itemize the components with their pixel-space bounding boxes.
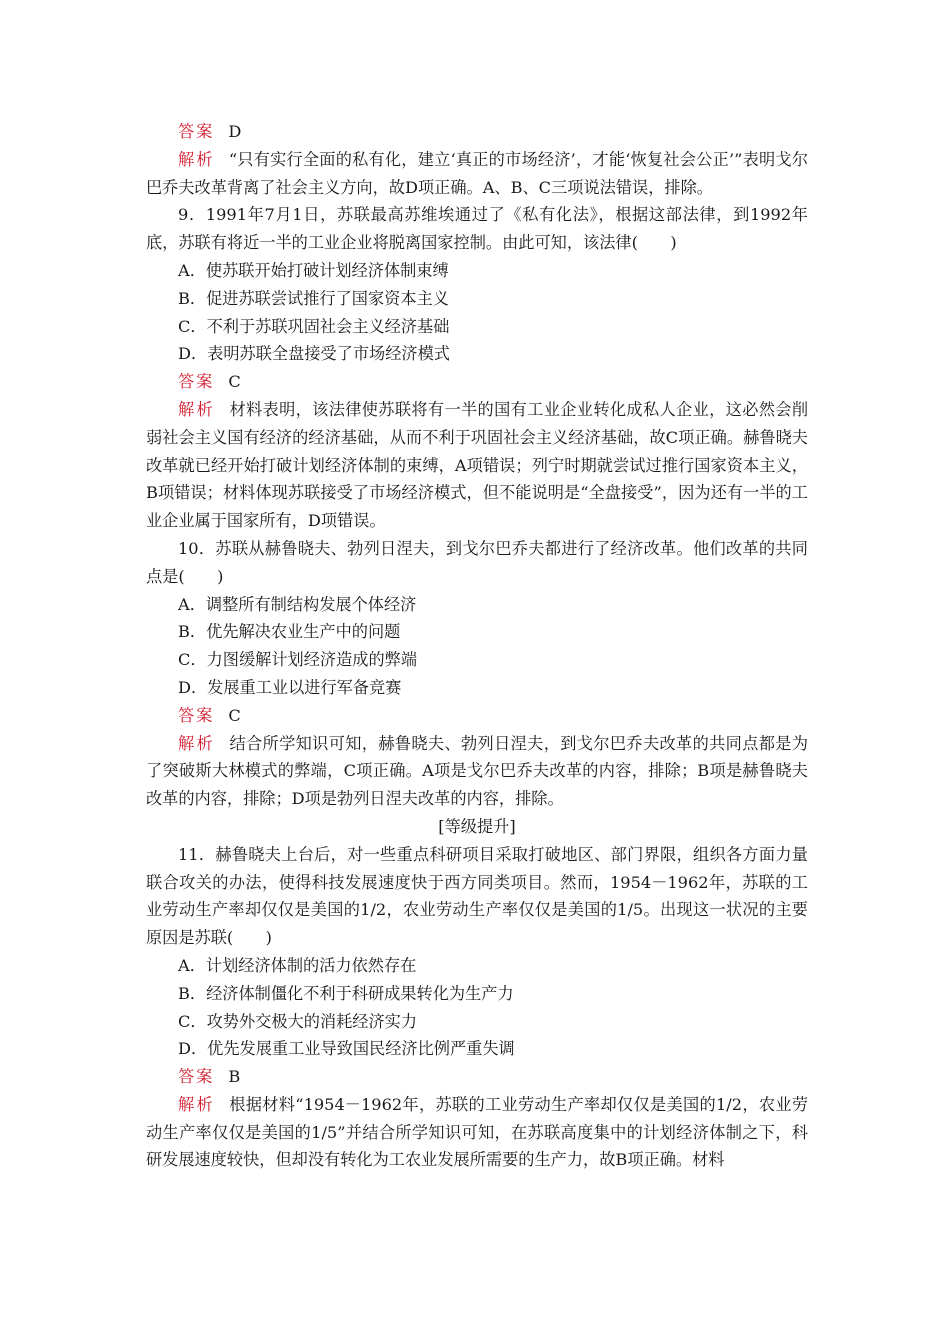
answer-value: C	[228, 705, 241, 725]
analysis-text: 材料表明，该法律使苏联将有一半的国有工业企业转化成私人企业，这必然会削弱社会主义国有经济的经济基础，从而不利于巩固社会主义经济基础，故C项正确。赫鲁晓夫改革就已经开始打破计划经济体制的束缚，A项错误；列宁时期就尝试过推行国家资本主义，B项错误；材料体现苏联接受了市场经济模式，但不能说明是“全盘接受”，因为还有一半的工业企业属于国家所有，D项错误。	[146, 399, 809, 531]
option-b-q11: B．经济体制僵化不利于科研成果转化为生产力	[178, 983, 514, 1003]
analysis-label: 解析	[178, 733, 216, 753]
question-stem-q10: 10．苏联从赫鲁晓夫、勃列日涅夫，到戈尔巴乔夫都进行了经济改革。他们改革的共同点是( )	[146, 538, 808, 586]
section-title: [等级提升]	[438, 816, 516, 836]
option-c-q9: C．不利于苏联巩固社会主义经济基础	[178, 316, 450, 336]
answer-value: D	[228, 122, 242, 141]
option-c-q10: C．力图缓解计划经济造成的弊端	[178, 650, 418, 670]
answer-value: B	[228, 1067, 241, 1087]
answer-label: 答案	[178, 372, 215, 392]
question-stem-q11: 11．赫鲁晓夫上台后，对一些重点科研项目采取打破地区、部门界限，组织各方面力量联合攻关的办法，使得科技发展速度快于西方同类项目。然而，1954－1962年，苏联的工业劳动生产率却仅仅是美国的1/2，农业劳动生产率仅仅是美国的1/5。出现这一状况的主要原因是苏联( )	[146, 844, 808, 948]
question-stem-q9: 9．1991年7月1日，苏联最高苏维埃通过了《私有化法》，根据这部法律，到1992年底，苏联有将近一半的工业企业将脱离国家控制。由此可知，该法律( )	[146, 205, 808, 253]
option-a-q11: A．计划经济体制的活力依然存在	[178, 955, 417, 975]
analysis-text: 根据材料“1954－1962年，苏联的工业劳动生产率却仅仅是美国的1/2，农业劳动生产率仅仅是美国的1/5”并结合所学知识可知，在苏联高度集中的计划经济体制之下，科研发展速度较快，但却没有转化为工农业发展所需要的生产力，故B项正确。材料	[146, 1094, 809, 1170]
option-a-q10: A．调整所有制结构发展个体经济	[178, 594, 417, 614]
answer-line-q8	[146, 118, 808, 146]
analysis-q8	[146, 146, 808, 202]
answer-value: C	[228, 372, 241, 392]
analysis-q9	[146, 396, 808, 535]
analysis-label: 解析	[178, 149, 215, 169]
option-b-q10: B．优先解决农业生产中的问题	[178, 622, 401, 642]
analysis-text: 结合所学知识可知，赫鲁晓夫、勃列日涅夫，到戈尔巴乔夫改革的共同点都是为了突破斯大林模式的弊端，C项正确。A项是戈尔巴乔夫改革的内容，排除；B项是赫鲁晓夫改革的内容，排除；D项是勃列日涅夫改革的内容，排除。	[146, 733, 809, 809]
answer-line-q11	[146, 1063, 808, 1091]
answer-label: 答案	[178, 1067, 215, 1087]
option-d-q11: D．优先发展重工业导致国民经济比例严重失调	[178, 1039, 515, 1059]
answer-label: 答案	[178, 705, 215, 725]
answer-line-q9	[146, 368, 808, 396]
answer-line-q10	[146, 702, 808, 730]
analysis-q10	[146, 730, 808, 813]
option-d-q10: D．发展重工业以进行军备竞赛	[178, 677, 402, 697]
option-d-q9: D．表明苏联全盘接受了市场经济模式	[178, 344, 450, 364]
analysis-label: 解析	[178, 1094, 215, 1114]
analysis-text: “只有实行全面的私有化，建立‘真正的市场经济’，才能‘恢复社会公正’”表明戈尔巴乔夫改革背离了社会主义方向，故D项正确。A、B、C三项说法错误，排除。	[146, 149, 809, 197]
option-b-q9: B．促进苏联尝试推行了国家资本主义	[178, 288, 449, 308]
option-c-q11: C．攻势外交极大的消耗经济实力	[178, 1011, 418, 1031]
option-a-q9: A．使苏联开始打破计划经济体制束缚	[178, 260, 449, 280]
document-page	[146, 118, 808, 1174]
analysis-q11	[146, 1091, 808, 1174]
answer-label: 答案	[178, 122, 215, 141]
analysis-label: 解析	[178, 399, 216, 419]
